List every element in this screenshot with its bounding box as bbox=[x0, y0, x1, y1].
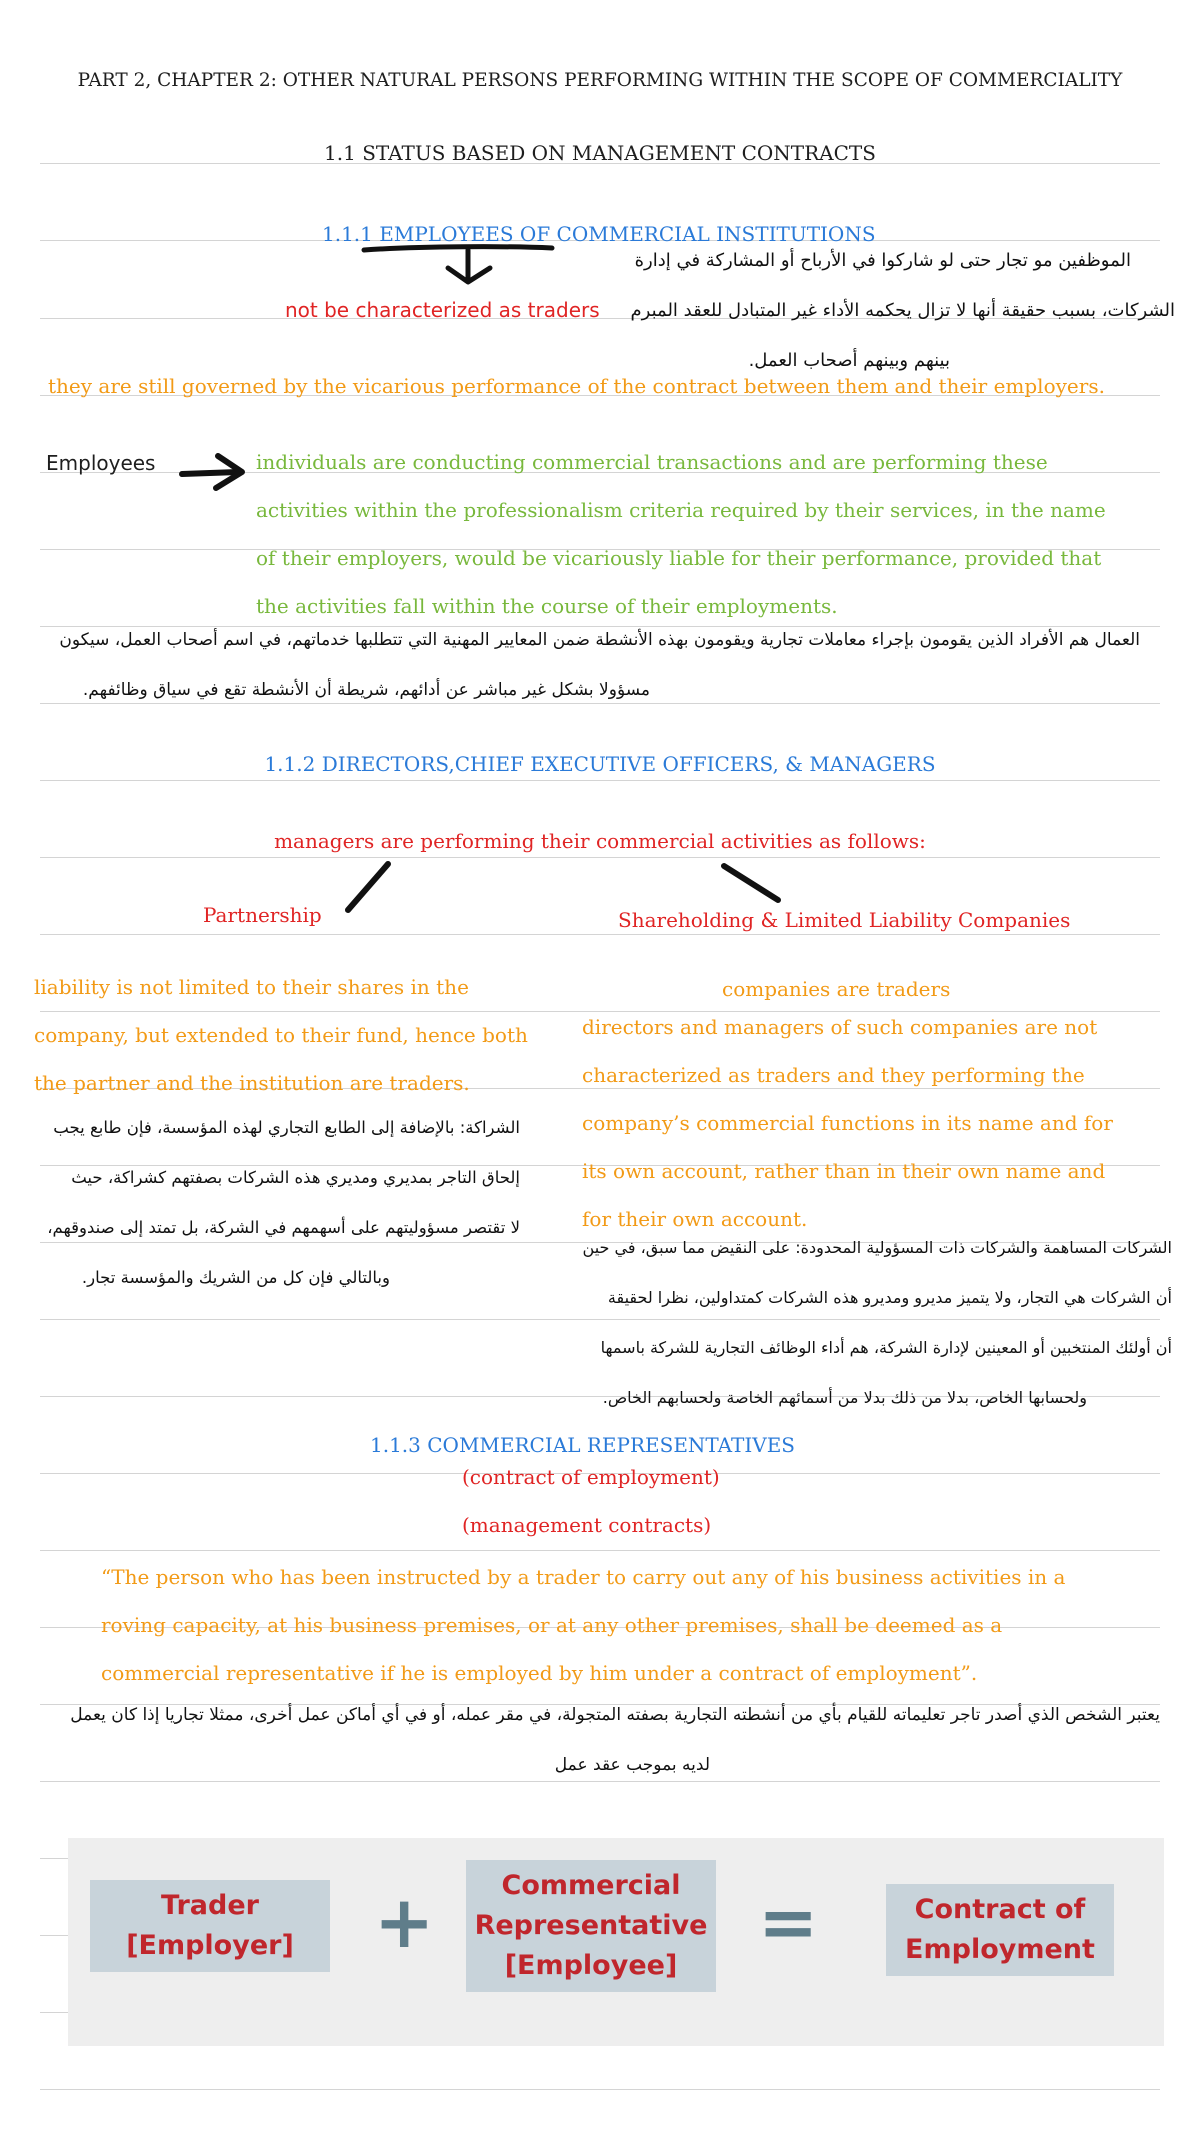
directors-line: company’s commercial functions in its name and for bbox=[582, 1111, 1113, 1135]
plus-icon: + bbox=[374, 1880, 435, 1964]
section-heading-1-1-1: 1.1.1 EMPLOYEES OF COMMERCIAL INSTITUTIONS bbox=[322, 222, 876, 246]
arabic-line: الشركات المساهمة والشركات ذات المسؤولية المحدودة: على النقيض مما سبق، في حين bbox=[582, 1238, 1172, 1257]
definition-line: of their employers, would be vicariously liable for their performance, provided that bbox=[256, 546, 1102, 570]
box-line: Commercial bbox=[501, 1870, 681, 1901]
section-heading-1-1: 1.1 STATUS BASED ON MANAGEMENT CONTRACTS bbox=[324, 141, 876, 165]
definition-line: the activities fall within the course of their employments. bbox=[256, 594, 838, 618]
quote-line: roving capacity, at his business premises, or at any other premises, shall be deemed as a bbox=[101, 1613, 1003, 1637]
definition-line: individuals are conducting commercial transactions and are performing these bbox=[256, 450, 1048, 474]
hand-drawn-right-arrow bbox=[176, 448, 256, 498]
box-line: [Employer] bbox=[126, 1930, 294, 1961]
box-line: Contract of bbox=[914, 1894, 1086, 1925]
box-line: Employment bbox=[905, 1934, 1095, 1965]
trader-employer-box bbox=[90, 1880, 330, 1972]
ruled-line bbox=[40, 934, 1160, 935]
arabic-line: يعتبر الشخص الذي أصدر تاجر تعليماته للقيام بأي من أنشطته التجارية بصفته المتجولة، في مقر عمله، أو في أي أماكن عمل أخرى، ممثلا تجاريا إذا كان يعمل bbox=[70, 1705, 1160, 1725]
box-line: Representative bbox=[474, 1910, 708, 1941]
directors-line: its own account, rather than in their own name and bbox=[582, 1159, 1106, 1183]
arabic-line: بينهم وبينهم أصحاب العمل. bbox=[748, 350, 950, 371]
companies-traders-note: companies are traders bbox=[722, 977, 951, 1001]
box-line: [Employee] bbox=[504, 1950, 678, 1981]
ruled-line bbox=[40, 780, 1160, 781]
employment-equation-diagram bbox=[68, 1838, 1164, 2046]
ruled-line bbox=[40, 2089, 1160, 2090]
definition-line: activities within the professionalism criteria required by their services, in the name bbox=[256, 498, 1106, 522]
box-line: Trader bbox=[161, 1890, 259, 1921]
partnership-label: Partnership bbox=[203, 903, 322, 927]
hand-drawn-underline-arrow bbox=[360, 238, 580, 298]
not-traders-note: not be characterized as traders bbox=[285, 298, 600, 322]
ruled-line bbox=[40, 1011, 1160, 1012]
ruled-line bbox=[40, 1319, 1160, 1320]
managers-note: managers are performing their commercial activities as follows: bbox=[274, 829, 926, 853]
shareholding-label: Shareholding & Limited Liability Companies bbox=[618, 908, 1071, 932]
employees-label: Employees bbox=[46, 451, 156, 475]
arabic-line: ولحسابها الخاص، بدلا من ذلك بدلا من أسمائهم الخاصة ولحسابهم الخاص. bbox=[602, 1388, 1087, 1407]
directors-line: directors and managers of such companies are not bbox=[582, 1015, 1098, 1039]
ruled-line bbox=[40, 626, 1160, 627]
arabic-line: لا تقتصر مسؤوليتهم على أسهمهم في الشركة، بل تمتد إلى صندوقهم، bbox=[47, 1218, 520, 1237]
section-heading-1-1-3: 1.1.3 COMMERCIAL REPRESENTATIVES bbox=[370, 1433, 795, 1457]
vicarious-note: they are still governed by the vicarious performance of the contract between them and their employers. bbox=[48, 374, 1105, 398]
directors-line: for their own account. bbox=[582, 1207, 808, 1231]
directors-line: characterized as traders and they performing the bbox=[582, 1063, 1085, 1087]
quote-line: commercial representative if he is employed by him under a contract of employment”. bbox=[101, 1661, 978, 1685]
arabic-line: الشراكة: بالإضافة إلى الطابع التجاري لهذه المؤسسة، فإن طابع يجب bbox=[53, 1118, 520, 1137]
ruled-line bbox=[40, 857, 1160, 858]
arabic-line: الموظفين مو تجار حتى لو شاركوا في الأرباح أو المشاركة في إدارة bbox=[634, 250, 1131, 271]
equals-icon: = bbox=[758, 1880, 819, 1964]
hand-drawn-branch-right bbox=[718, 858, 788, 908]
arabic-line: لديه بموجب عقد عمل bbox=[554, 1755, 710, 1775]
commercial-representative-box bbox=[466, 1860, 716, 1992]
arabic-line: وبالتالي فإن كل من الشريك والمؤسسة تجار. bbox=[81, 1268, 390, 1287]
partnership-line: the partner and the institution are traders. bbox=[34, 1071, 470, 1095]
ruled-line bbox=[40, 1781, 1160, 1782]
arabic-line: مسؤولا بشكل غير مباشر عن أدائهم، شريطة أن الأنشطة تقع في سياق وظائفهم. bbox=[82, 680, 650, 700]
ruled-line bbox=[40, 703, 1160, 704]
quote-line: “The person who has been instructed by a trader to carry out any of his business activities in a bbox=[101, 1565, 1066, 1589]
arabic-line: أن أولئك المنتخبين أو المعينين لإدارة الشركة، هم أداء الوظائف التجارية للشركة باسمها bbox=[600, 1338, 1172, 1357]
hand-drawn-branch-left bbox=[340, 858, 400, 918]
section-heading-1-1-2: 1.1.2 DIRECTORS,CHIEF EXECUTIVE OFFICERS, & MANAGERS bbox=[264, 752, 936, 776]
management-contracts-note: (management contracts) bbox=[462, 1513, 712, 1537]
contract-of-employment-box bbox=[886, 1884, 1114, 1976]
partnership-line: liability is not limited to their shares in the bbox=[34, 975, 469, 999]
part-title: PART 2, CHAPTER 2: OTHER NATURAL PERSONS PERFORMING WITHIN THE SCOPE OF COMMERCIALITY bbox=[77, 70, 1123, 91]
ruled-line bbox=[40, 1550, 1160, 1551]
arabic-line: إلحاق التاجر بمديري ومديري هذه الشركات بصفتهم كشراكة، حيث bbox=[71, 1168, 520, 1187]
arabic-line: أن الشركات هي التجار، ولا يتميز مديرو ومديرو هذه الشركات كمتداولين، نظرا لحقيقة bbox=[607, 1288, 1172, 1307]
partnership-line: company, but extended to their fund, hence both bbox=[34, 1023, 528, 1047]
arabic-line: الشركات، بسبب حقيقة أنها لا تزال يحكمه الأداء غير المتبادل للعقد المبرم bbox=[630, 300, 1175, 321]
contract-of-employment-note: (contract of employment) bbox=[462, 1465, 720, 1489]
arabic-line: العمال هم الأفراد الذين يقومون بإجراء معاملات تجارية ويقومون بهذه الأنشطة ضمن المعايير المهنية التي تتطلبها خدماتهم، في اسم أصحاب العمل، سيكون bbox=[59, 630, 1140, 650]
